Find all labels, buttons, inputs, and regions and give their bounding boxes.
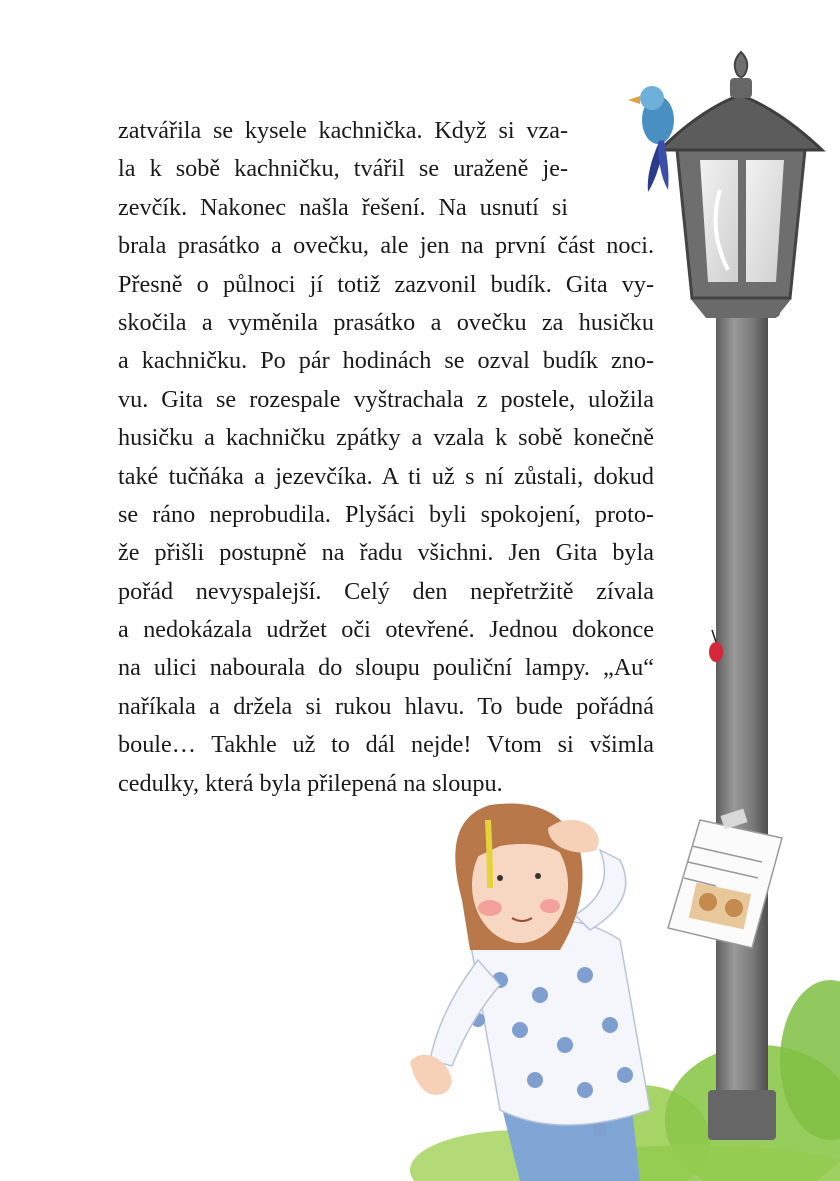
story-line: se ráno neprobudila. Plyšáci byli spokojení, proto- — [118, 500, 654, 528]
story-line: naříkala a držela si rukou hlavu. To bude pořádná — [118, 692, 654, 720]
lamp-post-icon — [660, 52, 822, 1140]
story-line: Přesně o půlnoci jí totiž zazvonil budík. Gita vy- — [118, 270, 654, 298]
story-line: a kachničku. Po pár hodinách se ozval budík zno- — [118, 347, 654, 375]
story-line: zatvářila se kysele kachnička. Když si vza- — [118, 117, 568, 144]
story-line: že přišli postupně na řadu všichni. Jen Gita byla — [118, 539, 654, 567]
story-line: vu. Gita se rozespale vyštrachala z postele, uložila — [118, 385, 654, 413]
story-line: skočila a vyměnila prasátko a ovečku za husičku — [118, 308, 654, 336]
story-line: husičku a kachničku zpátky a vzala k sobě konečně — [118, 424, 654, 452]
story-line: pořád nevyspalejší. Celý den nepřetržitě zívala — [118, 577, 654, 605]
girl-icon — [410, 803, 650, 1181]
story-line: na ulici nabourala do sloupu pouliční lampy. „Au“ — [118, 654, 654, 682]
story-line: boule… Takhle už to dál nejde! Vtom si všimla — [118, 731, 654, 759]
story-text — [118, 112, 654, 803]
story-line: brala prasátko a ovečku, ale jen na první část noci. — [118, 232, 654, 260]
story-line: la k sobě kachničku, tvářil se uraženě je- — [118, 155, 568, 183]
story-line: cedulky, která byla přilepená na sloupu. — [118, 769, 503, 797]
story-line: také tučňáka a jezevčíka. A ti už s ní zůstali, dokud — [118, 462, 654, 490]
story-line: a nedokázala udržet oči otevřené. Jednou dokonce — [118, 616, 654, 644]
story-line: zevčík. Nakonec našla řešení. Na usnutí si — [118, 193, 568, 221]
